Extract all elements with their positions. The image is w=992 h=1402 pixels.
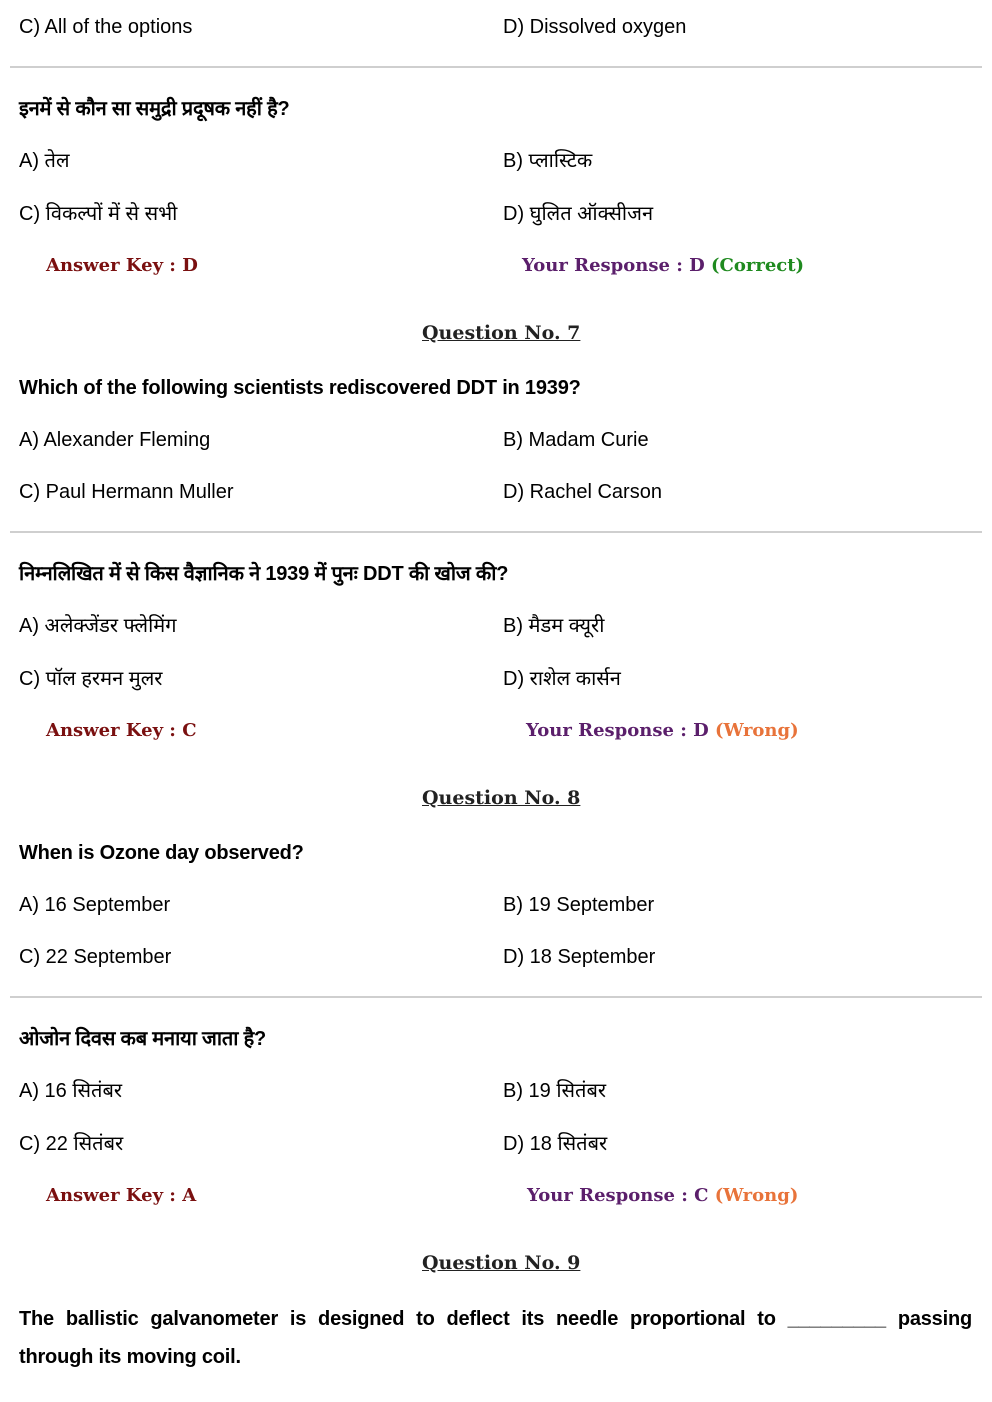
hindi-option-b: B) मैडम क्यूरी <box>503 615 605 637</box>
option-b: B) Madam Curie <box>503 429 649 451</box>
hindi-option-a: A) अलेक्जेंडर फ्लेमिंग <box>19 615 177 637</box>
hindi-option-b: B) 19 सितंबर <box>503 1080 607 1102</box>
response-text: Your Response : C <box>527 1185 709 1206</box>
question-number: Question No. 7 <box>422 322 581 344</box>
option-d: D) Rachel Carson <box>503 481 662 503</box>
option-c: C) All of the options <box>19 16 193 38</box>
response-text: Your Response : D <box>526 720 709 741</box>
response-text: Your Response : D <box>522 255 705 276</box>
hindi-question: इनमें से कौन सा समुद्री प्रदूषक नहीं है? <box>19 98 290 120</box>
option-a: A) 16 September <box>19 894 171 916</box>
question-number: Question No. 8 <box>422 787 581 809</box>
your-response <box>527 1185 798 1206</box>
divider <box>10 66 982 68</box>
question-text: The ballistic galvanometer is designed to deflect its needle proportional to _________ passing through its moving coil. <box>19 1308 972 1368</box>
hindi-option-c: C) पॉल हरमन मुलर <box>19 668 163 690</box>
hindi-option-a: A) 16 सितंबर <box>19 1080 123 1102</box>
question-number: Question No. 9 <box>422 1252 581 1274</box>
hindi-option-d: D) घुलित ऑक्सीजन <box>503 203 654 225</box>
hindi-option-c: C) विकल्पों में से सभी <box>19 203 178 225</box>
response-status: (Wrong) <box>714 1185 799 1206</box>
hindi-option-d: D) राशेल कार्सन <box>503 668 621 690</box>
hindi-question: ओजोन दिवस कब मनाया जाता है? <box>19 1028 267 1050</box>
option-c: C) Paul Hermann Muller <box>19 481 234 503</box>
hindi-option-c: C) 22 सितंबर <box>19 1133 124 1155</box>
hindi-option-d: D) 18 सितंबर <box>503 1133 608 1155</box>
question-text: When is Ozone day observed? <box>19 842 304 864</box>
answer-key: Answer Key : C <box>46 720 197 741</box>
option-a: A) Alexander Fleming <box>19 429 211 451</box>
your-response <box>526 720 799 741</box>
question-text: Which of the following scientists rediscovered DDT in 1939? <box>19 377 581 399</box>
response-status: (Wrong) <box>715 720 799 741</box>
hindi-question: निम्नलिखित में से किस वैज्ञानिक ने 1939 में पुनः DDT की खोज की? <box>19 563 509 585</box>
option-d: D) Dissolved oxygen <box>503 16 687 38</box>
divider <box>10 531 982 533</box>
divider <box>10 996 982 998</box>
option-d: D) 18 September <box>503 946 656 968</box>
response-status: (Correct) <box>711 255 805 276</box>
hindi-option-a: A) तेल <box>19 150 70 172</box>
answer-key: Answer Key : A <box>46 1185 197 1206</box>
answer-key: Answer Key : D <box>46 255 198 276</box>
your-response <box>522 255 804 276</box>
option-c: C) 22 September <box>19 946 172 968</box>
option-b: B) 19 September <box>503 894 655 916</box>
hindi-option-b: B) प्लास्टिक <box>503 150 593 172</box>
